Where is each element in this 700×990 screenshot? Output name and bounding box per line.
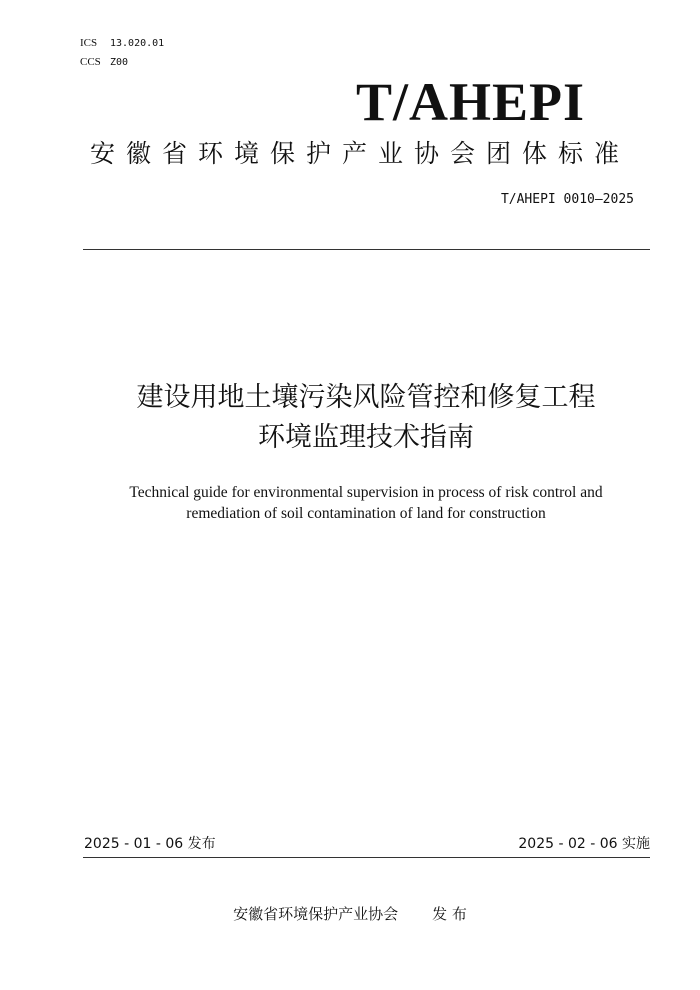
standard-logo: T/AHEPI bbox=[355, 72, 585, 132]
issue-date: 2025 - 01 - 06 发布 bbox=[84, 836, 216, 852]
publisher-line bbox=[0, 903, 700, 925]
implementation-date: 2025 - 02 - 06 实施 bbox=[518, 836, 650, 852]
document-title-en bbox=[60, 482, 672, 524]
ccs-value: Z00 bbox=[110, 57, 129, 68]
document-title-zh bbox=[60, 378, 672, 458]
publisher-action: 发 布 bbox=[432, 905, 467, 923]
ccs-label: CCS bbox=[80, 56, 101, 68]
association-standard-heading: 安徽省环境保护产业协会团体标准 bbox=[89, 139, 630, 168]
top-divider bbox=[83, 249, 650, 250]
title-en-line-2: remediation of soil contamination of land for construction bbox=[186, 505, 546, 522]
ics-value: 13.020.01 bbox=[110, 38, 165, 49]
title-en-line-1: Technical guide for environmental supervision in process of risk control and bbox=[129, 484, 603, 501]
bottom-divider bbox=[83, 857, 650, 858]
title-zh-line-2: 环境监理技术指南 bbox=[258, 422, 474, 453]
standard-number: T/AHEPI 0010—2025 bbox=[500, 192, 634, 207]
classification-codes bbox=[80, 34, 164, 72]
publisher-name: 安徽省环境保护产业协会 bbox=[233, 905, 399, 923]
ics-label: ICS bbox=[80, 37, 98, 49]
title-zh-line-1: 建设用地土壤污染风险管控和修复工程 bbox=[136, 382, 596, 413]
ics-code bbox=[80, 34, 164, 53]
